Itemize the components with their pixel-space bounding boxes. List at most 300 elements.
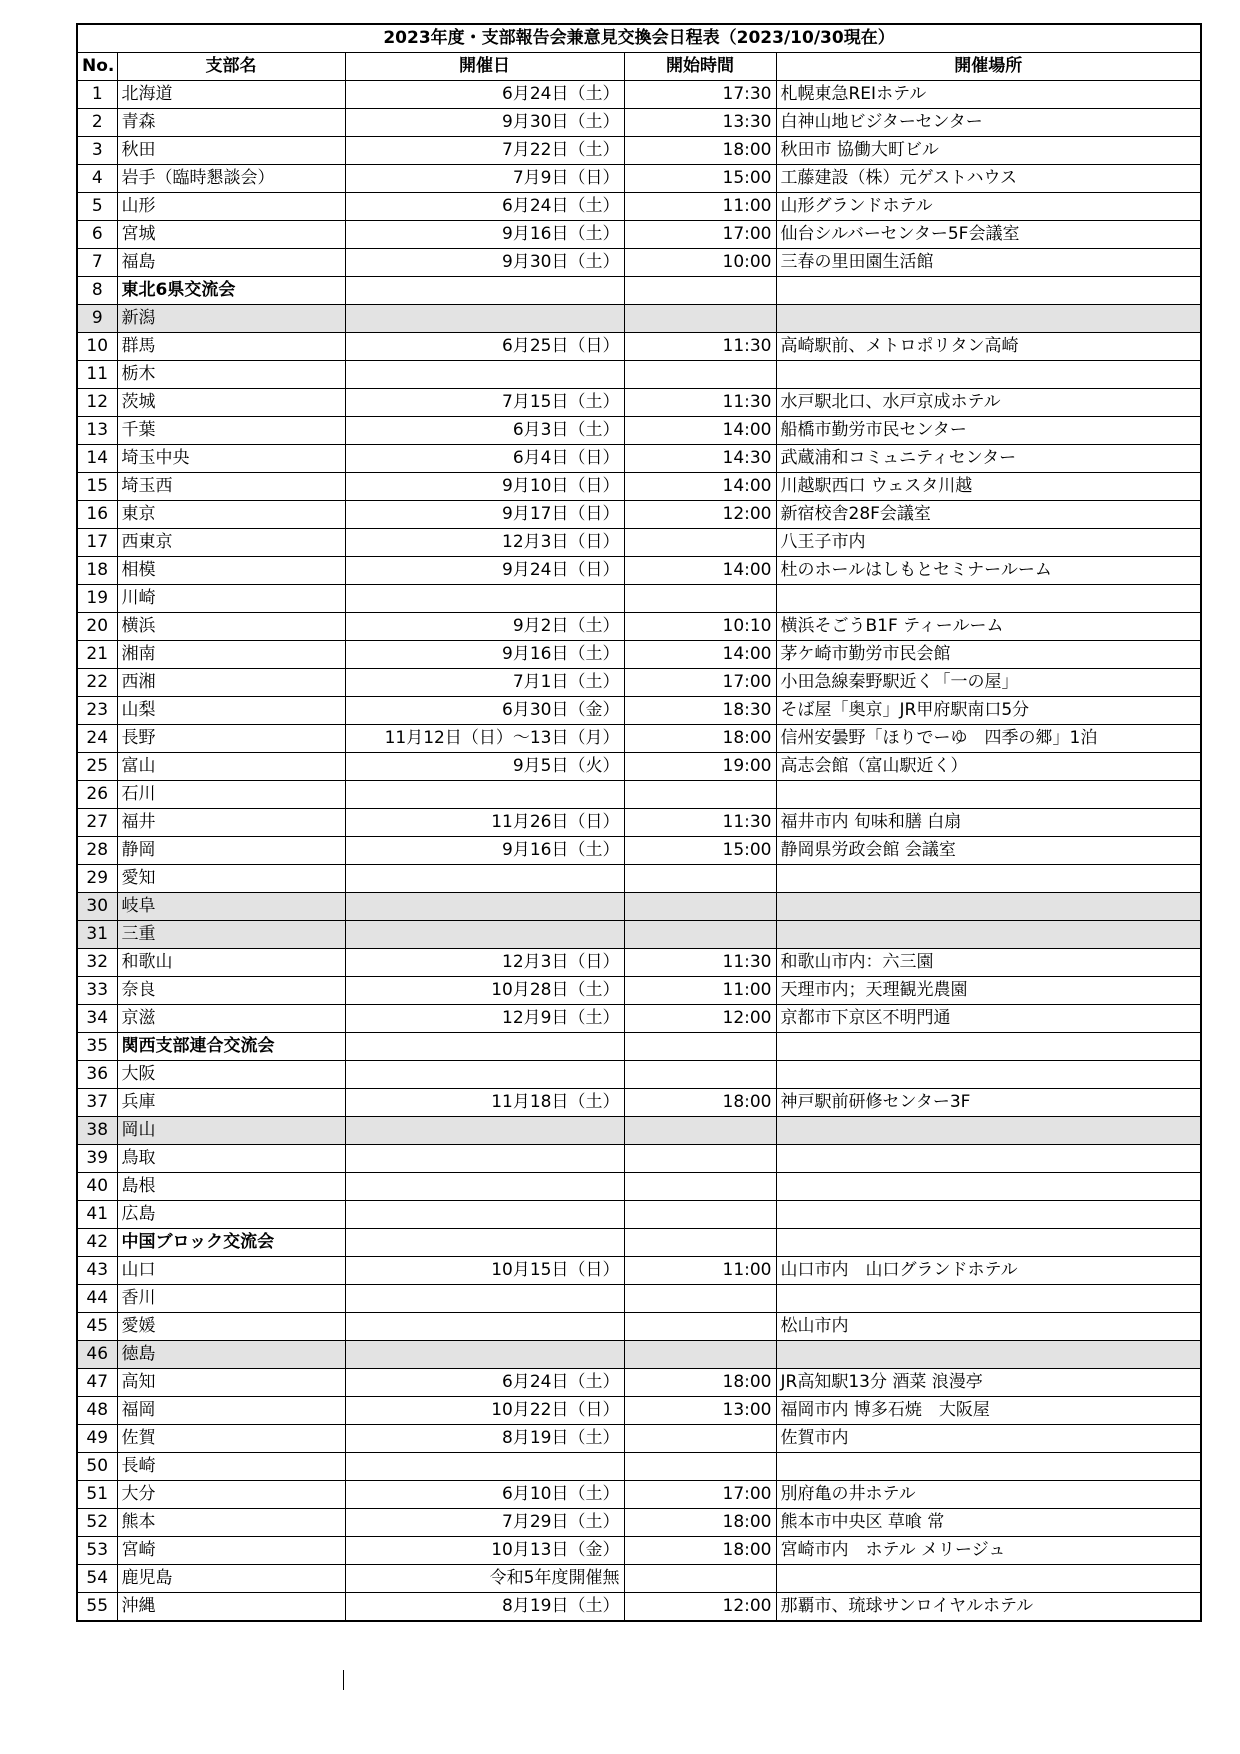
row-no: 20 (77, 613, 117, 641)
start-time: 12:00 (624, 1005, 776, 1033)
start-time (624, 1453, 776, 1481)
row-no: 2 (77, 109, 117, 137)
branch-name: 大分 (117, 1481, 345, 1509)
table-row (77, 1173, 1201, 1201)
row-no: 48 (77, 1397, 117, 1425)
start-time (624, 1145, 776, 1173)
start-time: 18:00 (624, 725, 776, 753)
branch-name: 北海道 (117, 81, 345, 109)
start-time: 12:00 (624, 501, 776, 529)
event-date (345, 1145, 624, 1173)
start-time: 11:00 (624, 977, 776, 1005)
start-time: 14:30 (624, 445, 776, 473)
table-row (77, 949, 1201, 977)
branch-name: 関西支部連合交流会 (117, 1033, 345, 1061)
start-time: 12:00 (624, 1593, 776, 1622)
venue: 新宿校舎28F会議室 (776, 501, 1201, 529)
start-time: 14:00 (624, 557, 776, 585)
row-no: 13 (77, 417, 117, 445)
row-no: 18 (77, 557, 117, 585)
table-row (77, 1061, 1201, 1089)
start-time: 11:30 (624, 809, 776, 837)
event-date: 11月18日（土） (345, 1089, 624, 1117)
event-date (345, 1341, 624, 1369)
branch-name: 群馬 (117, 333, 345, 361)
venue: 信州安曇野「ほりでーゆ 四季の郷」1泊 (776, 725, 1201, 753)
table-row (77, 1425, 1201, 1453)
branch-name: 岩手（臨時懇談会） (117, 165, 345, 193)
row-no: 14 (77, 445, 117, 473)
table-row (77, 921, 1201, 949)
row-no: 52 (77, 1509, 117, 1537)
event-date (345, 1117, 624, 1145)
start-time (624, 1061, 776, 1089)
venue: JR高知駅13分 酒菜 浪漫亭 (776, 1369, 1201, 1397)
venue (776, 1173, 1201, 1201)
row-no: 10 (77, 333, 117, 361)
venue (776, 1117, 1201, 1145)
table-row (77, 473, 1201, 501)
row-no: 29 (77, 865, 117, 893)
event-date: 12月3日（日） (345, 529, 624, 557)
table-row (77, 389, 1201, 417)
table-row (77, 361, 1201, 389)
row-no: 34 (77, 1005, 117, 1033)
row-no: 24 (77, 725, 117, 753)
row-no: 42 (77, 1229, 117, 1257)
venue: 杜のホールはしもとセミナールーム (776, 557, 1201, 585)
table-row (77, 165, 1201, 193)
branch-name: 東北6県交流会 (117, 277, 345, 305)
branch-name: 福岡 (117, 1397, 345, 1425)
event-date: 9月30日（土） (345, 109, 624, 137)
event-date: 10月28日（土） (345, 977, 624, 1005)
table-row (77, 1369, 1201, 1397)
venue: 茅ケ崎市勤労市民会館 (776, 641, 1201, 669)
event-date (345, 865, 624, 893)
event-date: 6月3日（土） (345, 417, 624, 445)
venue (776, 1145, 1201, 1173)
start-time: 11:30 (624, 949, 776, 977)
event-date (345, 1313, 624, 1341)
row-no: 30 (77, 893, 117, 921)
row-no: 17 (77, 529, 117, 557)
event-date (345, 1453, 624, 1481)
venue: 和歌山市内：六三園 (776, 949, 1201, 977)
venue: 工藤建設（株）元ゲストハウス (776, 165, 1201, 193)
branch-name: 島根 (117, 1173, 345, 1201)
row-no: 6 (77, 221, 117, 249)
row-no: 26 (77, 781, 117, 809)
event-date: 9月16日（土） (345, 641, 624, 669)
event-date (345, 921, 624, 949)
row-no: 43 (77, 1257, 117, 1285)
event-date: 7月29日（土） (345, 1509, 624, 1537)
row-no: 49 (77, 1425, 117, 1453)
table-row (77, 445, 1201, 473)
start-time (624, 1341, 776, 1369)
start-time: 17:00 (624, 1481, 776, 1509)
row-no: 50 (77, 1453, 117, 1481)
table-row (77, 977, 1201, 1005)
branch-name: 三重 (117, 921, 345, 949)
start-time: 17:30 (624, 81, 776, 109)
start-time (624, 1313, 776, 1341)
row-no: 25 (77, 753, 117, 781)
venue: 宮崎市内 ホテル メリージュ (776, 1537, 1201, 1565)
venue: 福岡市内 博多石焼 大阪屋 (776, 1397, 1201, 1425)
branch-name: 岐阜 (117, 893, 345, 921)
branch-name: 相模 (117, 557, 345, 585)
venue: 京都市下京区不明門通 (776, 1005, 1201, 1033)
table-row (77, 1509, 1201, 1537)
start-time: 11:30 (624, 389, 776, 417)
start-time: 18:00 (624, 1537, 776, 1565)
row-no: 1 (77, 81, 117, 109)
table-row (77, 613, 1201, 641)
event-date: 7月1日（土） (345, 669, 624, 697)
start-time (624, 1425, 776, 1453)
event-date (345, 1285, 624, 1313)
table-row (77, 1145, 1201, 1173)
branch-name: 山梨 (117, 697, 345, 725)
table-row (77, 1313, 1201, 1341)
row-no: 23 (77, 697, 117, 725)
row-no: 31 (77, 921, 117, 949)
venue: 武蔵浦和コミュニティセンター (776, 445, 1201, 473)
event-date: 7月9日（日） (345, 165, 624, 193)
start-time: 14:00 (624, 417, 776, 445)
table-row (77, 277, 1201, 305)
venue: 小田急線秦野駅近く「一の屋」 (776, 669, 1201, 697)
row-no: 19 (77, 585, 117, 613)
venue (776, 305, 1201, 333)
event-date: 9月24日（日） (345, 557, 624, 585)
venue: 天理市内；天理観光農園 (776, 977, 1201, 1005)
row-no: 9 (77, 305, 117, 333)
event-date (345, 277, 624, 305)
start-time: 18:30 (624, 697, 776, 725)
venue (776, 1201, 1201, 1229)
start-time: 10:10 (624, 613, 776, 641)
branch-name: 秋田 (117, 137, 345, 165)
event-date: 12月9日（土） (345, 1005, 624, 1033)
row-no: 46 (77, 1341, 117, 1369)
row-no: 39 (77, 1145, 117, 1173)
event-date: 6月24日（土） (345, 1369, 624, 1397)
event-date (345, 1201, 624, 1229)
event-date: 9月5日（火） (345, 753, 624, 781)
event-date: 6月24日（土） (345, 193, 624, 221)
venue: 川越駅西口 ウェスタ川越 (776, 473, 1201, 501)
start-time: 11:30 (624, 333, 776, 361)
branch-name: 静岡 (117, 837, 345, 865)
branch-name: 鳥取 (117, 1145, 345, 1173)
row-no: 5 (77, 193, 117, 221)
table-row (77, 109, 1201, 137)
event-date: 9月16日（土） (345, 837, 624, 865)
header-row (77, 53, 1201, 81)
branch-name: 香川 (117, 1285, 345, 1313)
branch-name: 宮城 (117, 221, 345, 249)
venue (776, 781, 1201, 809)
event-date: 8月19日（土） (345, 1593, 624, 1622)
branch-name: 奈良 (117, 977, 345, 1005)
row-no: 4 (77, 165, 117, 193)
table-row (77, 865, 1201, 893)
table-row (77, 669, 1201, 697)
venue: 船橋市勤労市民センター (776, 417, 1201, 445)
venue (776, 865, 1201, 893)
branch-name: 徳島 (117, 1341, 345, 1369)
table-row (77, 809, 1201, 837)
branch-name: 山形 (117, 193, 345, 221)
start-time: 18:00 (624, 137, 776, 165)
branch-name: 中国ブロック交流会 (117, 1229, 345, 1257)
branch-name: 愛媛 (117, 1313, 345, 1341)
row-no: 7 (77, 249, 117, 277)
venue: 八王子市内 (776, 529, 1201, 557)
table-row (77, 585, 1201, 613)
table-row (77, 1397, 1201, 1425)
start-time (624, 1173, 776, 1201)
venue: 仙台シルバーセンター5F会議室 (776, 221, 1201, 249)
table-row (77, 1341, 1201, 1369)
branch-name: 広島 (117, 1201, 345, 1229)
branch-name: 岡山 (117, 1117, 345, 1145)
start-time (624, 1117, 776, 1145)
branch-name: 熊本 (117, 1509, 345, 1537)
row-no: 27 (77, 809, 117, 837)
branch-name: 長崎 (117, 1453, 345, 1481)
start-time: 15:00 (624, 837, 776, 865)
venue (776, 921, 1201, 949)
table-body (77, 81, 1201, 1622)
table-row (77, 837, 1201, 865)
row-no: 32 (77, 949, 117, 977)
table-row (77, 1453, 1201, 1481)
event-date (345, 1229, 624, 1257)
start-time: 13:30 (624, 109, 776, 137)
event-date (345, 1173, 624, 1201)
branch-name: 鹿児島 (117, 1565, 345, 1593)
branch-name: 埼玉西 (117, 473, 345, 501)
event-date (345, 1033, 624, 1061)
table-row (77, 1593, 1201, 1622)
table-row (77, 417, 1201, 445)
start-time (624, 1033, 776, 1061)
branch-name: 兵庫 (117, 1089, 345, 1117)
start-time: 11:00 (624, 193, 776, 221)
venue: 福井市内 旬味和膳 白扇 (776, 809, 1201, 837)
branch-name: 湘南 (117, 641, 345, 669)
venue: 水戸駅北口、水戸京成ホテル (776, 389, 1201, 417)
table-row (77, 1537, 1201, 1565)
start-time (624, 893, 776, 921)
start-time (624, 277, 776, 305)
event-date: 7月22日（土） (345, 137, 624, 165)
table-row (77, 137, 1201, 165)
venue: 神戸駅前研修センター3F (776, 1089, 1201, 1117)
table-row (77, 893, 1201, 921)
start-time (624, 361, 776, 389)
venue: 札幌東急REIホテル (776, 81, 1201, 109)
row-no: 45 (77, 1313, 117, 1341)
branch-name: 大阪 (117, 1061, 345, 1089)
table-row (77, 81, 1201, 109)
row-no: 15 (77, 473, 117, 501)
venue: 高志会館（富山駅近く） (776, 753, 1201, 781)
event-date: 10月22日（日） (345, 1397, 624, 1425)
event-date (345, 781, 624, 809)
venue: 別府亀の井ホテル (776, 1481, 1201, 1509)
event-date: 9月30日（土） (345, 249, 624, 277)
table-row (77, 753, 1201, 781)
start-time (624, 1285, 776, 1313)
table-row (77, 641, 1201, 669)
event-date: 9月17日（日） (345, 501, 624, 529)
start-time (624, 781, 776, 809)
schedule-table (76, 23, 1202, 1622)
table-row (77, 305, 1201, 333)
branch-name: 福島 (117, 249, 345, 277)
event-date: 6月25日（日） (345, 333, 624, 361)
venue: 三春の里田園生活館 (776, 249, 1201, 277)
table-row (77, 1005, 1201, 1033)
start-time: 15:00 (624, 165, 776, 193)
venue: そば屋「奥京」JR甲府駅南口5分 (776, 697, 1201, 725)
event-date: 6月10日（土） (345, 1481, 624, 1509)
branch-name: 宮崎 (117, 1537, 345, 1565)
venue (776, 585, 1201, 613)
table-row (77, 1257, 1201, 1285)
table-row (77, 557, 1201, 585)
branch-name: 川崎 (117, 585, 345, 613)
venue (776, 1061, 1201, 1089)
start-time: 18:00 (624, 1089, 776, 1117)
table-row (77, 697, 1201, 725)
table-row (77, 1201, 1201, 1229)
start-time: 11:00 (624, 1257, 776, 1285)
venue: 横浜そごうB1F ティールーム (776, 613, 1201, 641)
start-time (624, 865, 776, 893)
table-row (77, 221, 1201, 249)
start-time: 14:00 (624, 473, 776, 501)
row-no: 3 (77, 137, 117, 165)
header-date: 開催日 (345, 53, 624, 81)
start-time (624, 529, 776, 557)
branch-name: 長野 (117, 725, 345, 753)
branch-name: 山口 (117, 1257, 345, 1285)
venue: 秋田市 協働大町ビル (776, 137, 1201, 165)
start-time (624, 1201, 776, 1229)
event-date (345, 361, 624, 389)
start-time (624, 921, 776, 949)
row-no: 41 (77, 1201, 117, 1229)
event-date: 9月16日（土） (345, 221, 624, 249)
venue: 松山市内 (776, 1313, 1201, 1341)
row-no: 51 (77, 1481, 117, 1509)
row-no: 21 (77, 641, 117, 669)
header-name: 支部名 (117, 53, 345, 81)
branch-name: 栃木 (117, 361, 345, 389)
event-date: 9月2日（土） (345, 613, 624, 641)
row-no: 54 (77, 1565, 117, 1593)
branch-name: 茨城 (117, 389, 345, 417)
event-date: 12月3日（日） (345, 949, 624, 977)
header-no: No. (77, 53, 117, 81)
branch-name: 千葉 (117, 417, 345, 445)
start-time (624, 1565, 776, 1593)
row-no: 11 (77, 361, 117, 389)
table-row (77, 1481, 1201, 1509)
venue (776, 1453, 1201, 1481)
row-no: 16 (77, 501, 117, 529)
schedule-sheet (76, 23, 1200, 1622)
venue (776, 1229, 1201, 1257)
event-date: 11月26日（日） (345, 809, 624, 837)
branch-name: 西湘 (117, 669, 345, 697)
branch-name: 京滋 (117, 1005, 345, 1033)
branch-name: 横浜 (117, 613, 345, 641)
row-no: 8 (77, 277, 117, 305)
start-time: 14:00 (624, 641, 776, 669)
start-time: 19:00 (624, 753, 776, 781)
venue: 那覇市、琉球サンロイヤルホテル (776, 1593, 1201, 1622)
event-date: 6月4日（日） (345, 445, 624, 473)
branch-name: 佐賀 (117, 1425, 345, 1453)
row-no: 28 (77, 837, 117, 865)
event-date (345, 305, 624, 333)
branch-name: 愛知 (117, 865, 345, 893)
event-date: 8月19日（土） (345, 1425, 624, 1453)
branch-name: 高知 (117, 1369, 345, 1397)
event-date: 6月24日（土） (345, 81, 624, 109)
row-no: 12 (77, 389, 117, 417)
table-row (77, 333, 1201, 361)
row-no: 40 (77, 1173, 117, 1201)
start-time: 18:00 (624, 1509, 776, 1537)
venue (776, 1341, 1201, 1369)
event-date (345, 585, 624, 613)
event-date: 11月12日（日）～13日（月） (345, 725, 624, 753)
start-time: 18:00 (624, 1369, 776, 1397)
venue: 山形グランドホテル (776, 193, 1201, 221)
event-date: 令和5年度開催無 (345, 1565, 624, 1593)
start-time: 13:00 (624, 1397, 776, 1425)
header-venue: 開催場所 (776, 53, 1201, 81)
row-no: 37 (77, 1089, 117, 1117)
table-row (77, 1089, 1201, 1117)
branch-name: 東京 (117, 501, 345, 529)
venue: 山口市内 山口グランドホテル (776, 1257, 1201, 1285)
venue: 熊本市中央区 草喰 常 (776, 1509, 1201, 1537)
start-time (624, 1229, 776, 1257)
venue: 静岡県労政会館 会議室 (776, 837, 1201, 865)
row-no: 33 (77, 977, 117, 1005)
event-date: 7月15日（土） (345, 389, 624, 417)
venue: 白神山地ビジターセンター (776, 109, 1201, 137)
divider-tick (343, 1670, 344, 1690)
venue (776, 1285, 1201, 1313)
table-row (77, 1229, 1201, 1257)
branch-name: 石川 (117, 781, 345, 809)
header-time: 開始時間 (624, 53, 776, 81)
title-row (77, 24, 1201, 53)
branch-name: 福井 (117, 809, 345, 837)
row-no: 47 (77, 1369, 117, 1397)
table-row (77, 193, 1201, 221)
